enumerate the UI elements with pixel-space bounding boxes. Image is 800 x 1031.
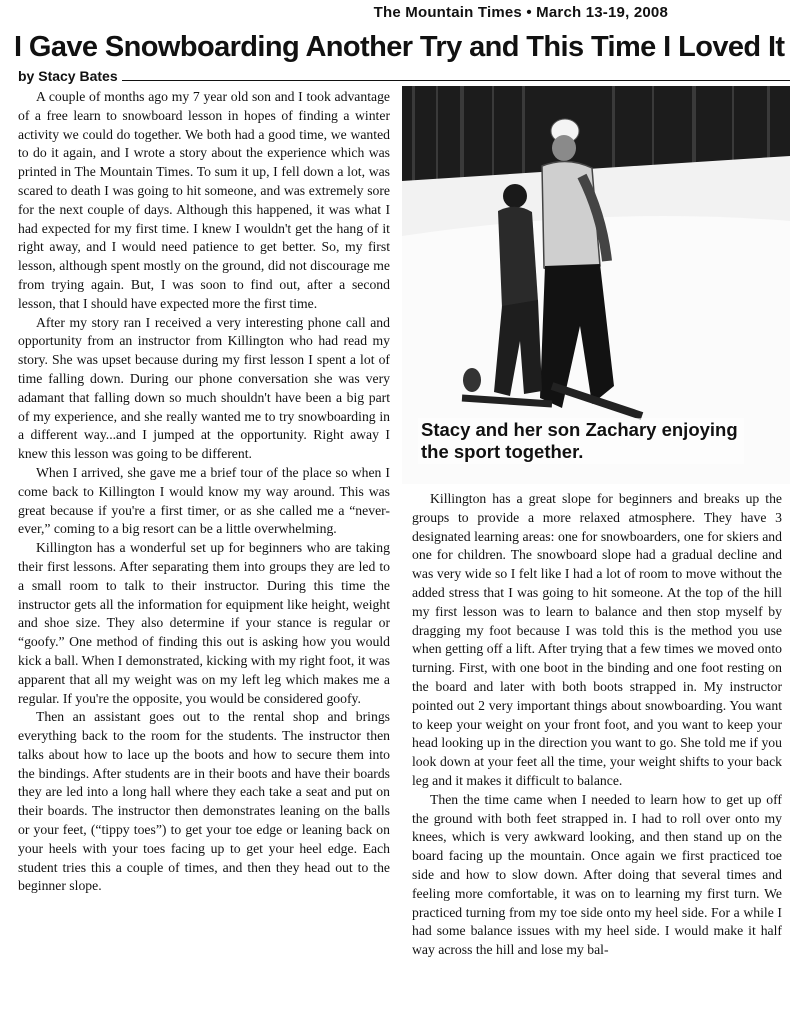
byline: by Stacy Bates	[18, 68, 122, 84]
byline-row	[18, 68, 790, 84]
paragraph: Killington has a wonderful set up for beginners who are taking their first lessons. After separating them into groups they are led to a small room to talk to their instructor. During this time the instructor gets all the information for equipment like height, weight and shoe size. They also determine if your stance is regular or “goofy.” One method of finding this out is asking how you would kick a ball. When I demonstrated, kicking with my right foot, it was apparent that all my weight was on my left leg which makes me a regular. If you're the opposite, you would be considered goofy.	[18, 540, 390, 706]
masthead-bullet: •	[526, 4, 532, 21]
paragraph: When I arrived, she gave me a brief tour of the place so when I come back to Killington I would know my way around. This was great because if you're a first timer, or as she called me a “never-ever,” coming to a big resort can be a little overwhelming.	[18, 464, 390, 537]
paragraph: A couple of months ago my 7 year old son and I took advantage of a free learn to snowboard lesson in hopes of finding a winter activity we could do together. We both had a good time, we wanted to do it again, and I wrote a story about the experience which was printed in The Mountain Times. To sum it up, I fell down a lot, was scared to death I was going to hit someone, and was extremely sore for the next couple of days. Although this happened, it was what I had expected for my first time. I knew I wouldn't get the hang of it right away, and I would need patience to get better. So, my first lesson, although spent mostly on the ground, did not discourage me from trying again. But, I was soon to find out, after a second lesson, that I should have expected more the first time.	[18, 89, 390, 311]
byline-rule	[18, 80, 790, 81]
photo-caption: Stacy and her son Zachary enjoying the sport together.	[418, 418, 744, 464]
paragraph: Then an assistant goes out to the rental shop and brings everything back to the room for the students. The instructor then talks about how to lace up the boots and how to secure them into the bindings. After students are in their boots and have their boards they are led into a long hall where they each take a seat and put on their boards. The instructor then demonstrates leaning on the balls or your feet, (“tippy toes”) to get your toe edge or leaning back on your heels with your toes facing up to get your heel edge. Each student tries this a couple of times, and then they head out to the beginner slope.	[18, 709, 390, 894]
paragraph: After my story ran I received a very interesting phone call and opportunity from an instructor from Killington who had read my story. She was upset because during my first lesson I spent a lot of time falling down. During our phone conversation she was very adamant that falling down so much shouldn't have been a big part of my experience, and she really wanted me to try snowboarding in a different way...and I jumped at the opportunity. Right away I knew this lesson was going to be different.	[18, 314, 390, 462]
paragraph: Then the time came when I needed to learn how to get up off the ground with both feet strapped in. I had to roll over onto my knees, which is very awkward looking, and then stand up on the board facing up the mountain. Once again we first practiced toe side and how to slow down. After doing that several times and feeling more comfortable, it was on to learning my first turn. We practiced turning from my toe side onto my heel side. For a while I had some balance issues with my heel side. I would make it half way across the hill and lose my bal-	[412, 791, 782, 958]
article-headline: I Gave Snowboarding Another Try and This Time I Loved It	[14, 31, 785, 63]
publication-name: The Mountain Times	[373, 4, 522, 21]
masthead	[0, 4, 668, 21]
paragraph: Killington has a great slope for beginners and breaks up the groups to provide a more relaxed atmosphere. They have 3 designated learning areas: one for snowboarders, one for skiers and one for children. The snowboard slope had a gradual decline and was very wide so I felt like I had a lot of room to move without the added stress that I was going to hit someone. At the top of the hill my first lesson was to learn to balance and then stop myself by dragging my foot because I was told this is the method you use when getting off a lift. After trying that a few times we moved onto turning. First, with one boot in the binding and one foot resting on the board and later with both boots strapped in. My instructor pointed out 2 very important things about snowboarding. You want to keep your weight on your front foot, and you want to keep your head looking up in the direction you want to go. She told me if you look down at your feet all the time, your weight shifts to your back leg and it makes it difficult to balance.	[412, 491, 782, 788]
right-column	[412, 490, 782, 960]
left-column	[18, 88, 390, 896]
issue-date: March 13-19, 2008	[536, 4, 668, 21]
article-photo	[402, 86, 790, 484]
